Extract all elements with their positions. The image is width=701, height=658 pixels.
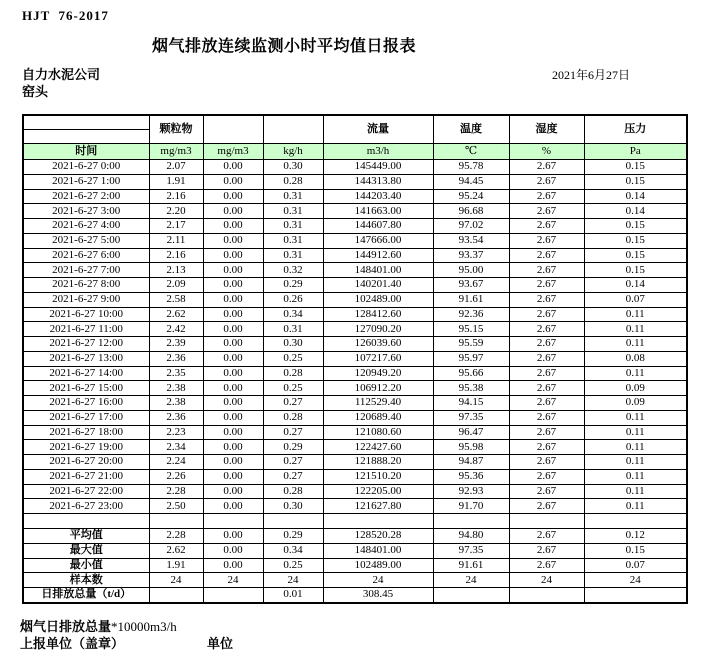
unit-humidity: % xyxy=(509,144,584,160)
value-cell: 106912.20 xyxy=(323,381,433,396)
value-cell: 2.67 xyxy=(509,189,584,204)
value-cell: 0.11 xyxy=(584,307,687,322)
value-cell: 95.38 xyxy=(433,381,509,396)
value-cell: 128412.60 xyxy=(323,307,433,322)
value-cell: 0.15 xyxy=(584,543,687,558)
time-cell: 2021-6-27 8:00 xyxy=(23,278,149,293)
group-header-row xyxy=(23,115,687,130)
value-cell: 2.28 xyxy=(149,484,203,499)
value-cell: 96.47 xyxy=(433,425,509,440)
value-cell: 0.00 xyxy=(203,263,263,278)
hour-row xyxy=(23,174,687,189)
value-cell: 24 xyxy=(433,573,509,588)
value-cell: 148401.00 xyxy=(323,543,433,558)
value-cell: 0.34 xyxy=(263,543,323,558)
value-cell: 0.00 xyxy=(203,381,263,396)
hour-row xyxy=(23,366,687,381)
value-cell: 107217.60 xyxy=(323,351,433,366)
value-cell: 2.38 xyxy=(149,396,203,411)
value-cell: 2.38 xyxy=(149,381,203,396)
value-cell: 0.14 xyxy=(584,189,687,204)
time-cell: 2021-6-27 5:00 xyxy=(23,233,149,248)
hour-row xyxy=(23,425,687,440)
value-cell: 0.00 xyxy=(203,499,263,514)
value-cell: 95.24 xyxy=(433,189,509,204)
value-cell: 2.20 xyxy=(149,204,203,219)
value-cell: 0.11 xyxy=(584,410,687,425)
value-cell: 2.67 xyxy=(509,263,584,278)
monitor-point-label: 窑头 xyxy=(22,84,49,99)
time-cell: 2021-6-27 3:00 xyxy=(23,204,149,219)
value-cell xyxy=(433,588,509,603)
value-cell: 93.54 xyxy=(433,233,509,248)
value-cell: 2.11 xyxy=(149,233,203,248)
unit-pm: mg/m3 xyxy=(149,144,203,160)
value-cell: 0.00 xyxy=(203,307,263,322)
value-cell xyxy=(149,514,203,529)
value-cell: 0.30 xyxy=(263,160,323,175)
value-cell: 95.15 xyxy=(433,322,509,337)
value-cell: 91.61 xyxy=(433,292,509,307)
value-cell: 0.28 xyxy=(263,410,323,425)
value-cell: 2.34 xyxy=(149,440,203,455)
value-cell: 120949.20 xyxy=(323,366,433,381)
standard-code: HJT 76-2017 xyxy=(22,8,109,23)
value-cell: 2.62 xyxy=(149,307,203,322)
value-cell: 2.17 xyxy=(149,219,203,234)
value-cell: 2.67 xyxy=(509,455,584,470)
hour-row xyxy=(23,219,687,234)
value-cell: 2.67 xyxy=(509,440,584,455)
value-cell: 94.45 xyxy=(433,174,509,189)
value-cell: 0.11 xyxy=(584,469,687,484)
value-cell: 0.32 xyxy=(263,263,323,278)
value-cell: 2.67 xyxy=(509,366,584,381)
value-cell: 0.00 xyxy=(203,366,263,381)
value-cell: 0.29 xyxy=(263,278,323,293)
unit-label: 单位 xyxy=(207,636,234,651)
value-cell: 0.14 xyxy=(584,278,687,293)
value-cell: 0.30 xyxy=(263,337,323,352)
value-cell: 2.67 xyxy=(509,337,584,352)
value-cell: 2.28 xyxy=(149,529,203,544)
value-cell: 2.09 xyxy=(149,278,203,293)
value-cell: 0.00 xyxy=(203,529,263,544)
time-cell: 2021-6-27 1:00 xyxy=(23,174,149,189)
value-cell: 140201.40 xyxy=(323,278,433,293)
value-cell: 0.31 xyxy=(263,189,323,204)
summary-row xyxy=(23,543,687,558)
value-cell: 0.00 xyxy=(203,543,263,558)
hour-row xyxy=(23,248,687,263)
value-cell: 0.00 xyxy=(203,248,263,263)
value-cell: 0.15 xyxy=(584,233,687,248)
value-cell: 95.98 xyxy=(433,440,509,455)
time-cell: 2021-6-27 20:00 xyxy=(23,455,149,470)
value-cell: 0.29 xyxy=(263,440,323,455)
value-cell: 2.24 xyxy=(149,455,203,470)
hour-row xyxy=(23,278,687,293)
value-cell: 95.66 xyxy=(433,366,509,381)
value-cell: 95.36 xyxy=(433,469,509,484)
row-label: 样本数 xyxy=(23,573,149,588)
value-cell: 0.00 xyxy=(203,410,263,425)
value-cell: 96.68 xyxy=(433,204,509,219)
value-cell: 2.67 xyxy=(509,529,584,544)
value-cell: 0.27 xyxy=(263,425,323,440)
value-cell: 121080.60 xyxy=(323,425,433,440)
hour-row xyxy=(23,263,687,278)
value-cell: 0.12 xyxy=(584,529,687,544)
value-cell: 0.15 xyxy=(584,174,687,189)
hour-row xyxy=(23,233,687,248)
value-cell: 0.00 xyxy=(203,558,263,573)
value-cell: 0.00 xyxy=(203,425,263,440)
value-cell: 0.11 xyxy=(584,499,687,514)
value-cell: 0.00 xyxy=(203,484,263,499)
value-cell: 2.67 xyxy=(509,410,584,425)
col-header-pressure: 压力 xyxy=(584,115,687,144)
value-cell xyxy=(323,514,433,529)
value-cell: 121888.20 xyxy=(323,455,433,470)
hour-row xyxy=(23,499,687,514)
value-cell: 145449.00 xyxy=(323,160,433,175)
value-cell: 0.07 xyxy=(584,558,687,573)
value-cell: 148401.00 xyxy=(323,263,433,278)
value-cell: 0.15 xyxy=(584,160,687,175)
row-label: 最小值 xyxy=(23,558,149,573)
value-cell: 102489.00 xyxy=(323,558,433,573)
value-cell: 97.35 xyxy=(433,543,509,558)
value-cell: 2.67 xyxy=(509,558,584,573)
time-cell: 2021-6-27 9:00 xyxy=(23,292,149,307)
col-header-flow: 流量 xyxy=(323,115,433,144)
value-cell: 1.91 xyxy=(149,558,203,573)
time-cell: 2021-6-27 15:00 xyxy=(23,381,149,396)
value-cell: 147666.00 xyxy=(323,233,433,248)
hour-row xyxy=(23,410,687,425)
value-cell: 0.00 xyxy=(203,278,263,293)
value-cell: 0.00 xyxy=(203,396,263,411)
value-cell: 0.09 xyxy=(584,396,687,411)
row-label: 最大值 xyxy=(23,543,149,558)
value-cell: 308.45 xyxy=(323,588,433,603)
value-cell: 94.15 xyxy=(433,396,509,411)
value-cell: 0.26 xyxy=(263,292,323,307)
hour-row xyxy=(23,351,687,366)
value-cell: 91.61 xyxy=(433,558,509,573)
value-cell: 0.00 xyxy=(203,233,263,248)
report-table xyxy=(22,114,688,604)
value-cell: 0.11 xyxy=(584,337,687,352)
value-cell: 121627.80 xyxy=(323,499,433,514)
value-cell: 2.16 xyxy=(149,248,203,263)
value-cell xyxy=(203,514,263,529)
hour-row xyxy=(23,469,687,484)
value-cell: 2.67 xyxy=(509,248,584,263)
corner-cell-bottom xyxy=(23,130,149,144)
value-cell xyxy=(584,588,687,603)
value-cell: 2.67 xyxy=(509,381,584,396)
corner-cell-top xyxy=(23,115,149,130)
value-cell: 24 xyxy=(584,573,687,588)
value-cell: 0.00 xyxy=(203,160,263,175)
value-cell: 2.67 xyxy=(509,219,584,234)
value-cell: 2.58 xyxy=(149,292,203,307)
value-cell: 0.14 xyxy=(584,204,687,219)
hour-row xyxy=(23,204,687,219)
value-cell: 0.00 xyxy=(203,189,263,204)
value-cell xyxy=(203,588,263,603)
value-cell: 95.97 xyxy=(433,351,509,366)
summary-row xyxy=(23,529,687,544)
value-cell: 92.36 xyxy=(433,307,509,322)
value-cell: 144912.60 xyxy=(323,248,433,263)
value-cell: 94.87 xyxy=(433,455,509,470)
row-label: 日排放总量（t/d） xyxy=(23,588,149,603)
value-cell: 0.11 xyxy=(584,322,687,337)
value-cell: 0.28 xyxy=(263,484,323,499)
value-cell: 2.67 xyxy=(509,543,584,558)
value-cell xyxy=(433,514,509,529)
value-cell: 121510.20 xyxy=(323,469,433,484)
value-cell: 2.67 xyxy=(509,351,584,366)
value-cell: 0.15 xyxy=(584,219,687,234)
value-cell: 2.50 xyxy=(149,499,203,514)
value-cell: 127090.20 xyxy=(323,322,433,337)
value-cell: 120689.40 xyxy=(323,410,433,425)
value-cell: 0.25 xyxy=(263,351,323,366)
value-cell: 0.00 xyxy=(203,351,263,366)
value-cell: 0.00 xyxy=(203,322,263,337)
time-cell: 2021-6-27 21:00 xyxy=(23,469,149,484)
value-cell: 2.35 xyxy=(149,366,203,381)
hour-row xyxy=(23,440,687,455)
summary-row xyxy=(23,558,687,573)
value-cell: 2.67 xyxy=(509,307,584,322)
spacer-row xyxy=(23,514,687,529)
unit-pm2: mg/m3 xyxy=(203,144,263,160)
time-cell: 2021-6-27 22:00 xyxy=(23,484,149,499)
value-cell: 2.67 xyxy=(509,484,584,499)
value-cell: 0.29 xyxy=(263,529,323,544)
footer-note-multiplier: *10000m3/h xyxy=(111,619,177,634)
value-cell: 2.67 xyxy=(509,425,584,440)
time-cell: 2021-6-27 14:00 xyxy=(23,366,149,381)
value-cell: 2.67 xyxy=(509,322,584,337)
time-cell: 2021-6-27 17:00 xyxy=(23,410,149,425)
value-cell: 95.59 xyxy=(433,337,509,352)
value-cell: 94.80 xyxy=(433,529,509,544)
time-cell: 2021-6-27 4:00 xyxy=(23,219,149,234)
value-cell: 2.67 xyxy=(509,174,584,189)
value-cell: 2.67 xyxy=(509,233,584,248)
value-cell: 128520.28 xyxy=(323,529,433,544)
value-cell: 2.13 xyxy=(149,263,203,278)
value-cell: 92.93 xyxy=(433,484,509,499)
value-cell: 2.16 xyxy=(149,189,203,204)
report-date: 2021年6月27日 xyxy=(552,68,631,82)
value-cell: 0.11 xyxy=(584,440,687,455)
summary-row xyxy=(23,573,687,588)
value-cell: 1.91 xyxy=(149,174,203,189)
value-cell: 0.31 xyxy=(263,248,323,263)
value-cell: 24 xyxy=(323,573,433,588)
value-cell: 0.28 xyxy=(263,174,323,189)
value-cell xyxy=(149,588,203,603)
value-cell: 2.36 xyxy=(149,410,203,425)
value-cell: 0.00 xyxy=(203,292,263,307)
time-cell: 2021-6-27 2:00 xyxy=(23,189,149,204)
value-cell: 0.07 xyxy=(584,292,687,307)
value-cell: 0.15 xyxy=(584,263,687,278)
value-cell xyxy=(263,514,323,529)
value-cell: 0.31 xyxy=(263,322,323,337)
unit-temperature: ℃ xyxy=(433,144,509,160)
col-header-empty-1 xyxy=(203,115,263,144)
value-cell: 0.01 xyxy=(263,588,323,603)
value-cell: 24 xyxy=(263,573,323,588)
value-cell: 0.09 xyxy=(584,381,687,396)
value-cell: 122427.60 xyxy=(323,440,433,455)
value-cell: 97.02 xyxy=(433,219,509,234)
time-cell: 2021-6-27 19:00 xyxy=(23,440,149,455)
value-cell: 2.67 xyxy=(509,292,584,307)
hour-row xyxy=(23,484,687,499)
hour-row xyxy=(23,160,687,175)
time-cell: 2021-6-27 23:00 xyxy=(23,499,149,514)
value-cell: 141663.00 xyxy=(323,204,433,219)
value-cell: 0.08 xyxy=(584,351,687,366)
value-cell: 0.30 xyxy=(263,499,323,514)
time-cell: 2021-6-27 13:00 xyxy=(23,351,149,366)
summary-row xyxy=(23,588,687,603)
col-header-humidity: 湿度 xyxy=(509,115,584,144)
value-cell: 112529.40 xyxy=(323,396,433,411)
value-cell: 0.28 xyxy=(263,366,323,381)
unit-header-row xyxy=(23,144,687,160)
value-cell: 93.37 xyxy=(433,248,509,263)
hour-row xyxy=(23,337,687,352)
value-cell: 0.00 xyxy=(203,455,263,470)
value-cell: 0.25 xyxy=(263,381,323,396)
value-cell: 24 xyxy=(203,573,263,588)
footer-note-text: 烟气日排放总量 xyxy=(20,619,112,634)
row-label: 平均值 xyxy=(23,529,149,544)
col-header-pm: 颗粒物 xyxy=(149,115,203,144)
value-cell: 95.78 xyxy=(433,160,509,175)
time-cell: 2021-6-27 7:00 xyxy=(23,263,149,278)
value-cell: 2.36 xyxy=(149,351,203,366)
hour-row xyxy=(23,396,687,411)
value-cell: 2.07 xyxy=(149,160,203,175)
time-cell: 2021-6-27 0:00 xyxy=(23,160,149,175)
value-cell: 2.67 xyxy=(509,278,584,293)
time-cell: 2021-6-27 6:00 xyxy=(23,248,149,263)
report-unit-label: 上报单位（盖章） xyxy=(20,636,125,651)
company-name: 自力水泥公司 xyxy=(22,67,101,82)
time-column-header: 时间 xyxy=(23,144,149,160)
value-cell: 126039.60 xyxy=(323,337,433,352)
hour-row xyxy=(23,455,687,470)
col-header-empty-2 xyxy=(263,115,323,144)
time-cell: 2021-6-27 11:00 xyxy=(23,322,149,337)
value-cell: 2.39 xyxy=(149,337,203,352)
time-cell: 2021-6-27 18:00 xyxy=(23,425,149,440)
value-cell: 0.11 xyxy=(584,366,687,381)
value-cell xyxy=(509,514,584,529)
value-cell: 144607.80 xyxy=(323,219,433,234)
value-cell: 2.67 xyxy=(509,160,584,175)
value-cell xyxy=(584,514,687,529)
unit-pressure: Pa xyxy=(584,144,687,160)
value-cell: 0.00 xyxy=(203,204,263,219)
value-cell: 2.62 xyxy=(149,543,203,558)
value-cell: 95.00 xyxy=(433,263,509,278)
value-cell: 0.00 xyxy=(203,337,263,352)
time-cell: 2021-6-27 12:00 xyxy=(23,337,149,352)
time-cell: 2021-6-27 16:00 xyxy=(23,396,149,411)
value-cell: 0.25 xyxy=(263,558,323,573)
value-cell: 0.00 xyxy=(203,219,263,234)
value-cell: 0.27 xyxy=(263,455,323,470)
value-cell: 0.11 xyxy=(584,455,687,470)
value-cell: 0.00 xyxy=(203,469,263,484)
value-cell: 93.67 xyxy=(433,278,509,293)
hour-row xyxy=(23,292,687,307)
spacer-cell xyxy=(23,514,149,529)
hour-row xyxy=(23,307,687,322)
hour-row xyxy=(23,322,687,337)
value-cell: 2.67 xyxy=(509,499,584,514)
value-cell: 2.42 xyxy=(149,322,203,337)
value-cell: 122205.00 xyxy=(323,484,433,499)
col-header-temperature: 温度 xyxy=(433,115,509,144)
unit-flow: m3/h xyxy=(323,144,433,160)
value-cell: 144313.80 xyxy=(323,174,433,189)
value-cell: 2.26 xyxy=(149,469,203,484)
value-cell: 102489.00 xyxy=(323,292,433,307)
value-cell: 0.27 xyxy=(263,396,323,411)
value-cell: 24 xyxy=(149,573,203,588)
value-cell: 0.00 xyxy=(203,440,263,455)
hour-row xyxy=(23,189,687,204)
value-cell: 2.67 xyxy=(509,469,584,484)
time-cell: 2021-6-27 10:00 xyxy=(23,307,149,322)
value-cell: 0.31 xyxy=(263,204,323,219)
value-cell xyxy=(509,588,584,603)
value-cell: 0.31 xyxy=(263,233,323,248)
value-cell: 2.67 xyxy=(509,396,584,411)
page-title: 烟气排放连续监测小时平均值日报表 xyxy=(152,38,417,55)
value-cell: 0.31 xyxy=(263,219,323,234)
hour-row xyxy=(23,381,687,396)
value-cell: 0.27 xyxy=(263,469,323,484)
value-cell: 0.11 xyxy=(584,484,687,499)
value-cell: 24 xyxy=(509,573,584,588)
value-cell: 91.70 xyxy=(433,499,509,514)
value-cell: 97.35 xyxy=(433,410,509,425)
unit-kgh: kg/h xyxy=(263,144,323,160)
value-cell: 0.15 xyxy=(584,248,687,263)
value-cell: 0.11 xyxy=(584,425,687,440)
value-cell: 0.00 xyxy=(203,174,263,189)
value-cell: 2.23 xyxy=(149,425,203,440)
value-cell: 144203.40 xyxy=(323,189,433,204)
value-cell: 2.67 xyxy=(509,204,584,219)
value-cell: 0.34 xyxy=(263,307,323,322)
